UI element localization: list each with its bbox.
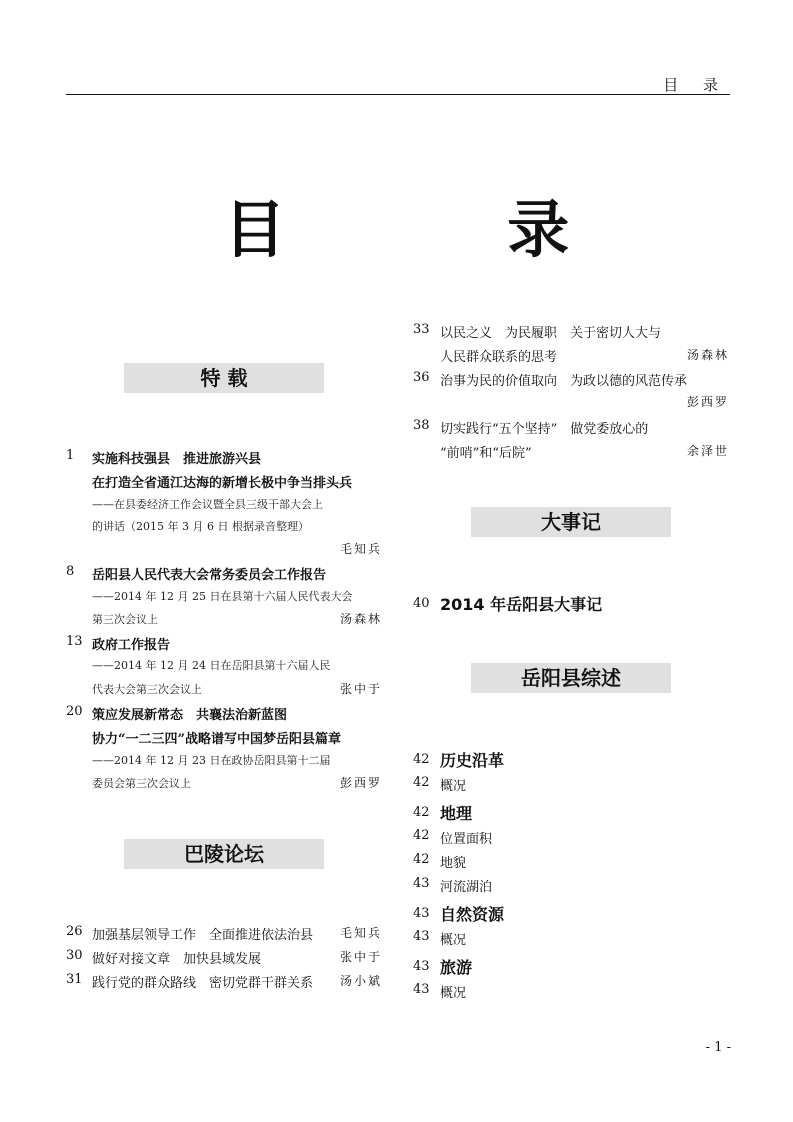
toc-page-number: 42 — [413, 852, 430, 867]
toc-entry-title[interactable]: 岳阳县人民代表大会常务委员会工作报告 — [92, 568, 327, 583]
toc-page-number: 42 — [413, 828, 430, 843]
toc-subsection-title[interactable]: 旅游 — [440, 958, 473, 977]
toc-page-number: 42 — [413, 805, 430, 820]
page-number: - 1 - — [705, 1040, 731, 1055]
toc-page-number: 26 — [66, 924, 83, 939]
toc-entry-author: 汤森林 — [339, 612, 382, 626]
toc-entry-author: 彭西罗 — [686, 395, 729, 409]
toc-subsection-title[interactable]: 自然资源 — [440, 905, 505, 924]
toc-page-number: 13 — [66, 634, 83, 649]
section-header-tezai: 特 载 — [124, 363, 324, 393]
toc-page-number: 33 — [413, 322, 430, 337]
toc-page-number: 43 — [413, 982, 430, 997]
toc-item-title[interactable]: 河流湖泊 — [440, 880, 493, 895]
running-header — [66, 74, 730, 95]
toc-page-number: 30 — [66, 948, 83, 963]
toc-entry-subtitle: 委员会第三次会议上 — [92, 777, 191, 790]
toc-entry-title[interactable]: 在打造全省通江达海的新增长极中争当排头兵 — [92, 476, 353, 491]
toc-page-number: 36 — [413, 370, 430, 385]
toc-entry-subtitle: ——2014 年 12 月 24 日在岳阳县第十六届人民 — [92, 659, 331, 672]
toc-subsection-title[interactable]: 历史沿革 — [440, 751, 505, 770]
toc-entry-title[interactable]: 践行党的群众路线 密切党群干群关系 — [92, 976, 314, 991]
toc-item-title[interactable]: 概况 — [440, 986, 467, 1001]
toc-subsection-title[interactable]: 地理 — [440, 804, 473, 823]
toc-entry-author: 汤森林 — [686, 348, 729, 362]
toc-entry-author: 彭西罗 — [339, 776, 382, 790]
section-header-dashiji: 大事记 — [471, 507, 671, 537]
toc-entry-title[interactable]: 以民之义 为民履职 关于密切人大与 — [440, 326, 662, 341]
toc-page-number: 42 — [413, 752, 430, 767]
toc-page-number: 40 — [413, 596, 430, 611]
toc-item-title[interactable]: 概况 — [440, 779, 467, 794]
toc-entry-author: 毛知兵 — [339, 926, 382, 940]
toc-page-number: 43 — [413, 906, 430, 921]
running-head-text: 目 录 — [663, 76, 728, 94]
toc-entry-subtitle: ——2014 年 12 月 23 日在政协岳阳县第十二届 — [92, 754, 331, 767]
toc-page-number: 43 — [413, 959, 430, 974]
toc-entry-subtitle: 代表大会第三次会议上 — [92, 683, 202, 696]
toc-page-number: 43 — [413, 929, 430, 944]
toc-entry-author: 汤小斌 — [339, 974, 382, 988]
toc-entry-title[interactable]: 协力“一二三四”战略谱写中国梦岳阳县篇章 — [92, 732, 341, 747]
toc-entry-title[interactable]: 人民群众联系的思考 — [440, 350, 558, 365]
toc-entry-title[interactable]: “前哨”和“后院” — [440, 446, 532, 461]
toc-entry-subtitle: 第三次会议上 — [92, 613, 158, 626]
toc-item-title[interactable]: 位置面积 — [440, 832, 493, 847]
toc-entry-author: 余泽世 — [686, 444, 729, 458]
toc-entry-author: 张中于 — [339, 950, 382, 964]
toc-item-title[interactable]: 地貌 — [440, 856, 467, 871]
section-header-zongshu: 岳阳县综述 — [471, 663, 671, 693]
toc-page-number: 38 — [413, 418, 430, 433]
toc-entry-subtitle: ——2014 年 12 月 25 日在县第十六届人民代表大会 — [92, 590, 353, 603]
toc-entry-title[interactable]: 2014 年岳阳县大事记 — [440, 595, 603, 614]
page-title: 目 录 — [223, 193, 670, 266]
toc-entry-author: 张中于 — [339, 682, 382, 696]
toc-page-number: 43 — [413, 876, 430, 891]
toc-page-number: 8 — [66, 564, 75, 579]
toc-entry-subtitle: 的讲话（2015 年 3 月 6 日 根据录音整理） — [92, 520, 309, 533]
toc-page-number: 1 — [66, 448, 75, 463]
toc-entry-subtitle: ——在县委经济工作会议暨全县三级干部大会上 — [92, 498, 323, 511]
toc-entry-title[interactable]: 实施科技强县 推进旅游兴县 — [92, 452, 262, 467]
toc-entry-title[interactable]: 政府工作报告 — [92, 638, 171, 653]
toc-entry-title[interactable]: 治事为民的价值取向 为政以德的风范传承 — [440, 374, 688, 389]
toc-page-number: 42 — [413, 775, 430, 790]
toc-page-number: 31 — [66, 972, 83, 987]
toc-entry-title[interactable]: 策应发展新常态 共襄法治新蓝图 — [92, 708, 288, 723]
toc-entry-author: 毛知兵 — [339, 542, 382, 556]
toc-page-number: 20 — [66, 704, 83, 719]
toc-entry-title[interactable]: 做好对接文章 加快县域发展 — [92, 952, 262, 967]
toc-item-title[interactable]: 概况 — [440, 933, 467, 948]
toc-entry-title[interactable]: 加强基层领导工作 全面推进依法治县 — [92, 928, 314, 943]
toc-entry-title[interactable]: 切实践行“五个坚持” 做党委放心的 — [440, 422, 649, 437]
section-header-baling: 巴陵论坛 — [124, 839, 324, 869]
